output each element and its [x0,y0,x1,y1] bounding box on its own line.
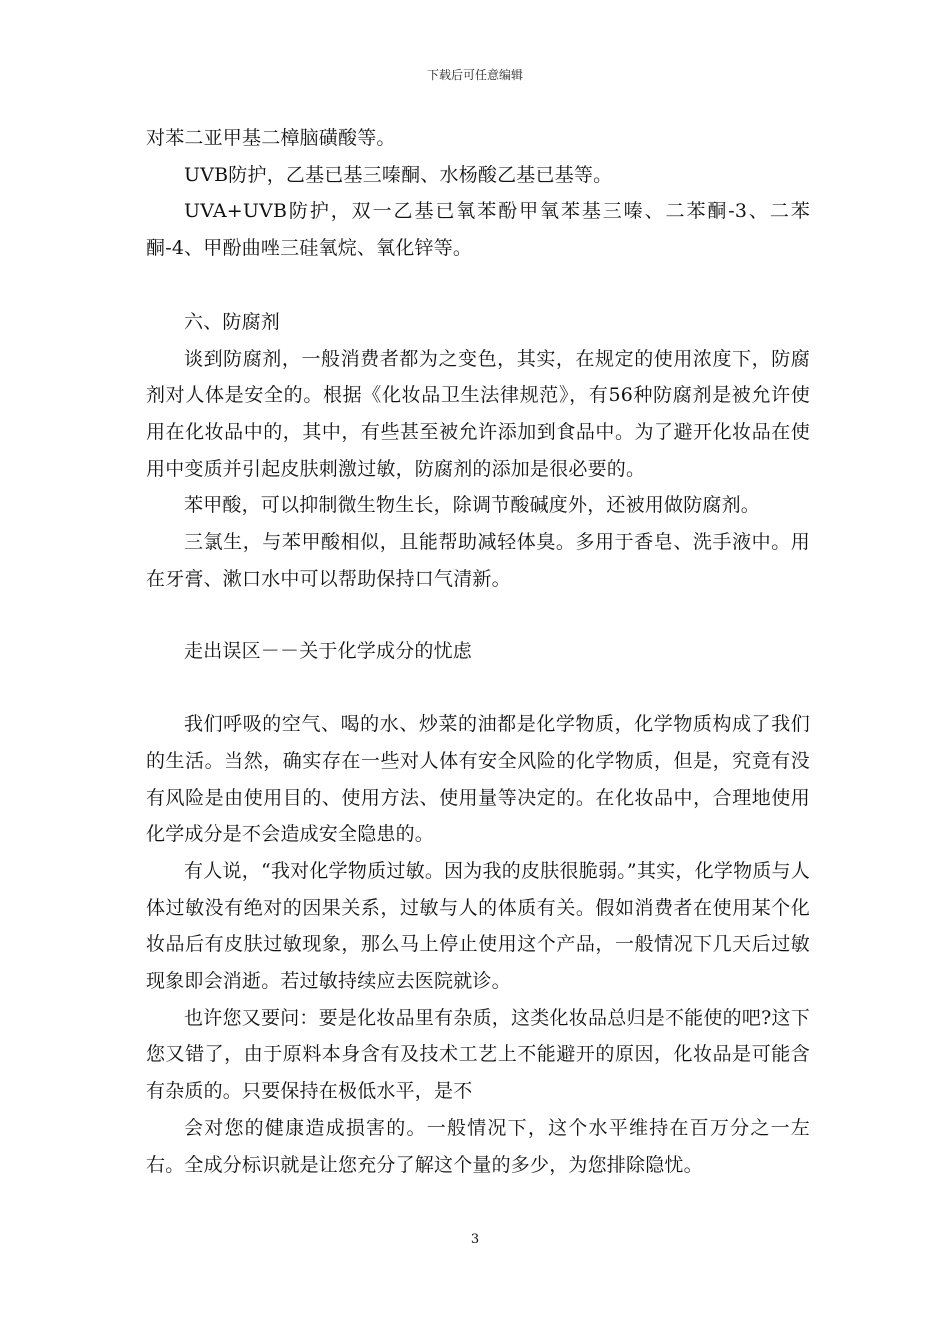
paragraph-impurities: 也许您又要问：要是化妆品里有杂质，这类化妆品总归是不能使的吧?这下您又错了，由于原料本身含有及技术工艺上不能避开的原因，化妆品是可能含有杂质的。只要保持在极低水平，是不 [146,1006,810,1103]
paragraph-uvb: UVB防护，乙基已基三嗪酮、水杨酸乙基已基等。 [184,163,613,186]
section-heading-preservatives: 六、防腐剂 [184,310,281,333]
spacer [146,670,810,706]
page-number: 3 [470,1232,480,1247]
section-heading-misconceptions: 走出误区－－关于化学成分的忧虑 [184,640,473,663]
paragraph-allergy: 有人说，“我对化学物质过敏。因为我的皮肤很脆弱。”其实，化学物质与人体过敏没有绝对的因果关系，过敏与人的体质有关。假如消费者在使用某个化妆品后有皮肤过敏现象，那么马上停止使用这个产品，一般情况下几天后过敏现象即会消逝。若过敏持续应去医院就诊。 [146,859,810,993]
document-body [146,120,810,1183]
paragraph-triclosan: 三氯生，与苯甲酸相似，且能帮助减轻体臭。多用于香皂、洗手液中。用在牙膏、漱口水中可以帮助保持口气清新。 [146,531,810,590]
spacer [146,597,810,633]
paragraph-benzoic-acid: 苯甲酸，可以抑制微生物生长，除调节酸碱度外，还被用做防腐剂。 [184,494,761,517]
paragraph-uva-continued: 对苯二亚甲基二樟脑磺酸等。 [146,127,396,149]
spacer [146,267,810,304]
paragraph-chemicals-everywhere: 我们呼吸的空气、喝的水、炒菜的油都是化学物质，化学物质构成了我们的生活。当然，确实存在一些对人体有安全风险的化学物质，但是，究竟有没有风险是由使用目的、使用方法、使用量等决定的。在化妆品中，合理地使用化学成分是不会造成安全隐患的。 [146,713,810,846]
paragraph-preservatives-intro: 谈到防腐剂，一般消费者都为之变色，其实，在规定的使用浓度下，防腐剂对人体是安全的。根据《化妆品卫生法律规范》，有56种防腐剂是被允许使用在化妆品中的，其中，有些甚至被允许添加到食品中。为了避开化妆品在使用中变质并引起皮肤刺激过敏，防腐剂的添加是很必要的。 [146,347,810,480]
page-header: 下载后可任意编辑 [426,68,523,82]
paragraph-impurities-continued: 会对您的健康造成损害的。一般情况下，这个水平维持在百万分之一左右。全成分标识就是让您充分了解这个量的多少，为您排除隐忧。 [146,1116,810,1176]
paragraph-uva-uvb: UVA+UVB防护，双一乙基已氧苯酚甲氧苯基三嗪、二苯酮-3、二苯酮-4、甲酚曲唑三硅氧烷、氧化锌等。 [146,200,810,260]
